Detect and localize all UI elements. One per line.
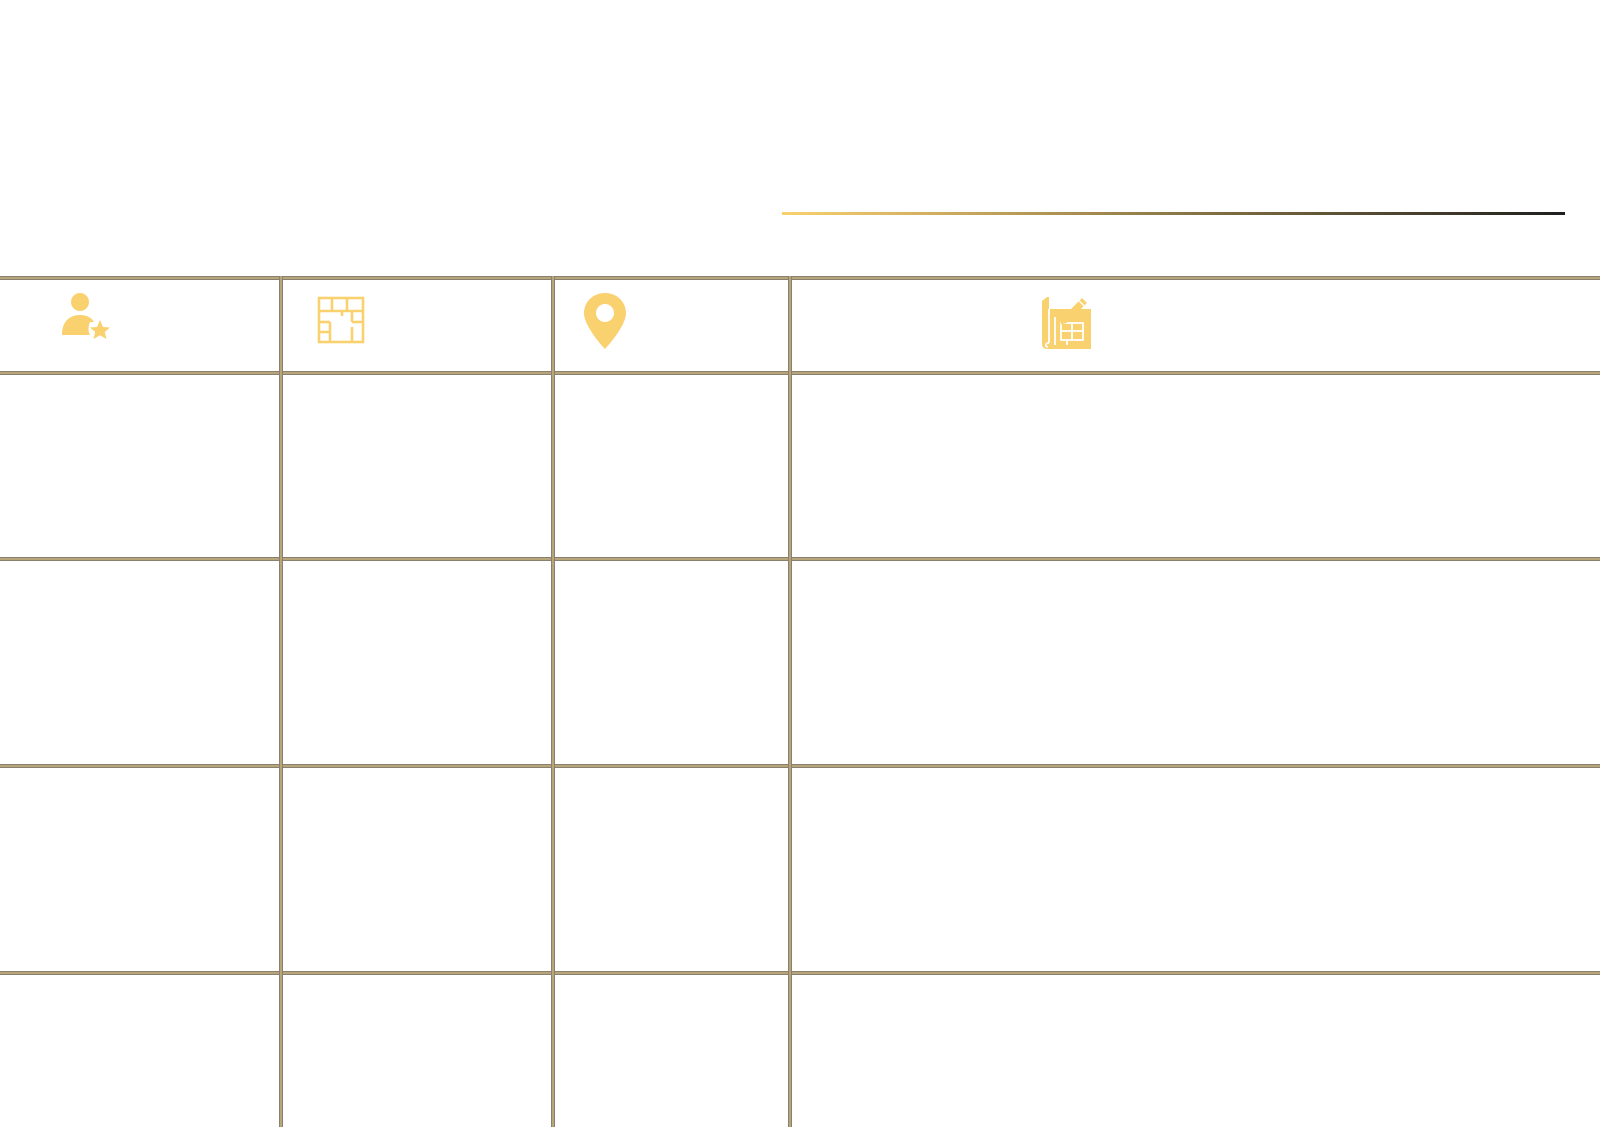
table-cell[interactable]: [555, 375, 788, 557]
table-cell[interactable]: [283, 561, 551, 764]
title-underline: [782, 212, 1565, 215]
table-cell[interactable]: [555, 768, 788, 971]
table-cell[interactable]: [0, 975, 279, 1127]
table-cell[interactable]: [283, 975, 551, 1127]
column-header-1: [0, 280, 279, 371]
table-cell[interactable]: [792, 375, 1600, 557]
column-header-3: [555, 280, 788, 371]
table-cell[interactable]: [555, 975, 788, 1127]
table-cell[interactable]: [0, 375, 279, 557]
table-cell[interactable]: [283, 375, 551, 557]
page-title: [782, 150, 1565, 200]
table-cell[interactable]: [283, 768, 551, 971]
column-header-2: [283, 280, 551, 371]
table-cell[interactable]: [792, 768, 1600, 971]
table-cell[interactable]: [555, 561, 788, 764]
table-cell[interactable]: [792, 975, 1600, 1127]
table-cell[interactable]: [792, 561, 1600, 764]
column-header-4: [792, 280, 1600, 371]
table-cell[interactable]: [0, 768, 279, 971]
table-cell[interactable]: [0, 561, 279, 764]
